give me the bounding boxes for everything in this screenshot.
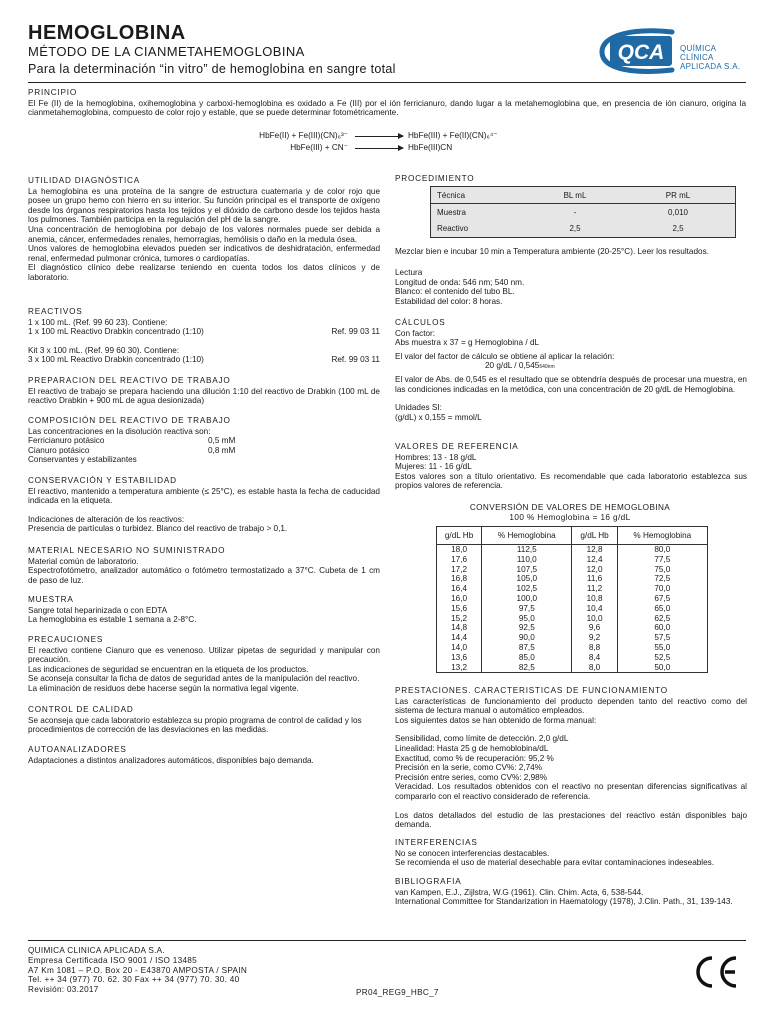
table-cell: 8,0 [572, 663, 617, 673]
section-title: REACTIVOS [28, 307, 83, 316]
paragraph: Abs muestra x 37 = g Hemoglobina / dL [395, 338, 540, 348]
paragraph: Hombres: 13 - 18 g/dL [395, 452, 477, 462]
document-purpose: Para la determinación “in vitro” de hemoglobina en sangre total [28, 62, 396, 76]
table-cell: 75,0 [617, 565, 707, 575]
equation-1-left: HbFe(II) + Fe(III)(CN)₆³⁻ [259, 131, 348, 140]
paragraph: Se recomienda el uso de material desechable para evitar contaminaciones indeseables. [395, 858, 715, 868]
table-cell: 92,5 [482, 623, 572, 633]
company-address: A7 Km 1081 – P.O. Box 20 - E43870 AMPOSTA / SPAIN [28, 965, 248, 975]
table-cell: 17,6 [437, 555, 482, 565]
paragraph: Blanco: el contenido del tubo BL. [395, 287, 515, 297]
section-prestaciones [395, 686, 747, 830]
table-header: % Hemoglobina [617, 527, 707, 545]
table-row [437, 555, 708, 565]
table-cell: 52,5 [617, 653, 707, 663]
component-value: 0,5 mM [208, 436, 236, 446]
table-cell: 82,5 [482, 663, 572, 673]
table-cell: 16,4 [437, 584, 482, 594]
paragraph: Unos valores de hemoglobina elevados pueden ser indicativos de deshidratación, enfermedad renal, enfermedad pulmonar crónica, tumores o cardiopatías. [28, 244, 380, 263]
table-cell: 14,8 [437, 623, 482, 633]
table-cell: 8,4 [572, 653, 617, 663]
component-name: Cianuro potásico [28, 445, 90, 455]
paragraph: Longitud de onda: 546 nm; 540 nm. [395, 277, 525, 287]
table-cell: 72,5 [617, 574, 707, 584]
section-preparacion [28, 376, 380, 406]
paragraph: Se aconseja que cada laboratorio establezca su propio programa de control de calidad y los procedimientos de corrección de las desviaciones en las medidas. [28, 715, 362, 735]
component-name: Ferricianuro potásico [28, 436, 105, 446]
principio-text: El Fe (II) de la hemoglobina, oxihemoglobina y carboxi-hemoglobina es oxidado a Fe (III) por el ión ferricianuro, dando lugar a la metahemoglobina que, en presencia de ión cianuro, origina la cianmetahemoglobina, compuesto de color rojo y estable, que se puede determinar fotométricamente. [28, 98, 746, 118]
table-cell: 11,6 [572, 574, 617, 584]
section-title: CÁLCULOS [395, 318, 446, 327]
section-reactivos [28, 307, 380, 365]
paragraph: Estos valores son a título orientativo. Es recomendable que cada laboratorio establezca sus propios valores de referencia. [395, 471, 747, 491]
kit-item: 3 x 100 mL Reactivo Drabkin concentrado (1:10) [28, 355, 204, 365]
table-cell: 9,6 [572, 623, 617, 633]
equation-2-right: HbFe(III)CN [408, 143, 453, 152]
table-row [437, 594, 708, 604]
table-header: Técnica [437, 190, 466, 200]
section-autoanalizadores [28, 745, 380, 765]
paragraph: Se aconseja consultar la ficha de datos de seguridad antes de la manipulación del reactivo. [28, 674, 360, 684]
equation-1-right: HbFe(III) + Fe(II)(CN)₆⁴⁻ [408, 131, 498, 140]
table-cell: 12,4 [572, 555, 617, 565]
table-cell: 62,5 [617, 614, 707, 624]
component-name: Conservantes y estabilizantes [28, 455, 137, 465]
table-header: PR mL [665, 190, 691, 200]
paragraph: Precisión entre series, como CV%: 2,98% [395, 772, 547, 782]
section-title: PRINCIPIO [28, 88, 78, 97]
section-procedimiento [395, 174, 745, 185]
paragraph: Mezclar bien e incubar 10 min a Temperatura ambiente (20-25°C). Leer los resultados. [395, 247, 709, 256]
paragraph: Estabilidad del color: 8 horas. [395, 296, 503, 306]
table-cell: 17,2 [437, 565, 482, 575]
table-cell: 2,5 [672, 223, 684, 233]
table-cell: 57,5 [617, 633, 707, 643]
table-cell: 9,2 [572, 633, 617, 643]
formula-subscript: 540nm [539, 364, 555, 371]
conversion-title: CONVERSIÓN DE VALORES DE HEMOGLOBINA [469, 503, 671, 512]
table-cell: 110,0 [482, 555, 572, 565]
section-muestra [28, 595, 380, 625]
section-calculos [395, 318, 747, 422]
table-cell: 90,0 [482, 633, 572, 643]
table-cell: 13,6 [437, 653, 482, 663]
kit-item: 1 x 100 mL Reactivo Drabkin concentrado (1:10) [28, 327, 204, 337]
section-title: PRECAUCIONES [28, 635, 104, 644]
table-cell: 10,0 [572, 614, 617, 624]
paragraph: El reactivo contiene Cianuro que es venenoso. Utilizar pipetas de seguridad y manipular con precaución. [28, 645, 380, 665]
section-bibliografia [395, 877, 747, 907]
paragraph: La hemoglobina es estable 1 semana a 2-8°C. [28, 615, 197, 625]
section-title: CONSERVACIÓN Y ESTABILIDAD [28, 476, 177, 485]
conversion-table [436, 526, 708, 673]
paragraph: Material común de laboratorio. [28, 556, 139, 566]
table-cell: 60,0 [617, 623, 707, 633]
certification: Empresa Certificada ISO 9001 / ISO 13485 [28, 955, 198, 965]
paragraph: Precisión en la serie, como CV%: 2,74% [395, 763, 542, 773]
paragraph: Los siguientes datos se han obtenido de forma manual: [395, 715, 597, 725]
paragraph: Las características de funcionamiento del producto dependen tanto del reactivo como del sistema de lectura manual o automático empleados. [395, 696, 747, 716]
table-cell: 12,0 [572, 565, 617, 575]
table-cell: 16,0 [437, 594, 482, 604]
paragraph: Presencia de partículas o turbidez. Blanco del reactivo de trabajo > 0,1. [28, 524, 288, 534]
paragraph: Con factor: [395, 328, 436, 338]
table-header: % Hemoglobina [482, 527, 572, 545]
table-row [437, 623, 708, 633]
table-cell: 50,0 [617, 663, 707, 673]
paragraph: (g/dL) x 0,155 = mmol/L [395, 412, 482, 422]
revision-date: Revisión: 03.2017 [28, 985, 99, 995]
paragraph: Sensibilidad, como límite de detección. 2,0 g/dL [395, 734, 569, 744]
table-cell: 18,0 [437, 545, 482, 555]
section-control-calidad [28, 705, 380, 735]
paragraph: Linealidad: Hasta 25 g de hemoblobina/dL [395, 743, 549, 753]
paragraph: Espectrofotómetro, analizador automático o fotómetro termostatizado a 37°C. Cubeta de 1 cm de paso de luz. [28, 566, 380, 585]
paragraph: Los datos detallados del estudio de las prestaciones del reactivo están disponibles bajo demanda. [395, 810, 747, 830]
footer-divider [28, 940, 746, 941]
table-cell: 8,8 [572, 643, 617, 653]
section-lectura [395, 268, 747, 306]
section-material [28, 546, 380, 585]
paragraph: Adaptaciones a distintos analizadores automáticos, disponibles bajo demanda. [28, 755, 314, 765]
table-cell: 85,0 [482, 653, 572, 663]
table-cell: 15,6 [437, 604, 482, 614]
section-utilidad [28, 176, 380, 283]
conversion-subtitle: 100 % Hemoglobina = 16 g/dL [509, 513, 631, 522]
table-cell: 15,2 [437, 614, 482, 624]
arrow-icon [355, 148, 403, 149]
company-logo [596, 26, 746, 76]
document-title: HEMOGLOBINA [28, 22, 186, 44]
table-cell: 14,4 [437, 633, 482, 643]
table-cell: Reactivo [437, 223, 469, 233]
table-cell: 100,0 [482, 594, 572, 604]
section-title: MATERIAL NECESARIO NO SUMINISTRADO [28, 546, 226, 555]
kit-ref: Ref. 99 03 11 [331, 355, 380, 365]
table-cell: 112,5 [482, 545, 572, 555]
table-row [437, 653, 708, 663]
table-cell: 77,5 [617, 555, 707, 565]
paragraph: El reactivo, mantenido a temperatura ambiente (≤ 25°C), es estable hasta la fecha de caducidad indicada en la etiqueta. [28, 486, 380, 506]
table-row [437, 604, 708, 614]
table-cell: 87,5 [482, 643, 572, 653]
table-cell: 55,0 [617, 643, 707, 653]
procedure-note [395, 247, 747, 257]
ce-mark-icon [690, 952, 742, 992]
table-row [437, 545, 708, 555]
section-interferencias [395, 838, 747, 868]
table-header-row [431, 187, 735, 204]
arrow-icon [355, 136, 403, 137]
logo-company-name: QUÍMICA CLÍNICA APLICADA S.A. [680, 44, 741, 71]
section-title: INTERFERENCIAS [395, 838, 478, 847]
table-row [437, 663, 708, 673]
table-cell: 16,8 [437, 574, 482, 584]
equation-2-left: HbFe(III) + CN⁻ [290, 143, 348, 152]
table-cell: 80,0 [617, 545, 707, 555]
conversion-heading [400, 503, 740, 523]
table-row [431, 204, 735, 220]
table-row [437, 565, 708, 575]
paragraph: Sangre total heparinizada o con EDTA [28, 605, 168, 615]
table-header-row [437, 527, 708, 545]
table-row [431, 220, 735, 236]
table-cell: 107,5 [482, 565, 572, 575]
procedure-table [430, 186, 736, 238]
table-header: g/dL Hb [572, 527, 617, 545]
paragraph: La hemoglobina es una proteína de la sangre de estructura cuaternaria y de color rojo que posee un grupo hemo con hierro en su interior. Su función principal es el transporte de oxígeno desde los órganos respiratorios hasta los tejidos y el dióxido de carbono desde los tejidos hasta los pulmones. También participa en la regulación del pH de la sangre. [28, 186, 380, 225]
section-composicion [28, 416, 380, 465]
section-title: MUESTRA [28, 595, 74, 604]
section-title: UTILIDAD DIAGNÓSTICA [28, 176, 140, 185]
paragraph: No se conocen interferencias destacables. [395, 848, 550, 858]
company-name: QUIMICA CLINICA APLICADA S.A. [28, 946, 166, 955]
paragraph: El reactivo de trabajo se prepara haciendo una dilución 1:10 del reactivo de Drabkin (100 mL de reactivo Drabkin + 900 mL de agua desionizada) [28, 386, 380, 406]
kit-line: 1 x 100 mL. (Ref. 99 60 23). Contiene: [28, 317, 168, 327]
section-title: AUTOANALIZADORES [28, 745, 127, 754]
paragraph: Unidades SI: [395, 403, 442, 413]
section-title: CONTROL DE CALIDAD [28, 705, 134, 714]
table-cell: 0,010 [667, 207, 689, 217]
footer-company-info [28, 946, 247, 995]
table-cell: 14,0 [437, 643, 482, 653]
section-title: PROCEDIMIENTO [395, 174, 475, 183]
table-cell: 10,8 [572, 594, 617, 604]
table-cell: 12,8 [572, 545, 617, 555]
section-title: PRESTACIONES. CARACTERISTICAS DE FUNCIONAMIENTO [395, 686, 668, 695]
table-cell: 102,5 [482, 584, 572, 594]
component-value: 0,8 mM [208, 445, 236, 455]
section-title: COMPOSICIÓN DEL REACTIVO DE TRABAJO [28, 416, 231, 425]
table-cell: 10,4 [572, 604, 617, 614]
table-cell: 2,5 [569, 223, 581, 233]
table-row [437, 584, 708, 594]
table-cell: 97,5 [482, 604, 572, 614]
calculation-formula: 20 g/dL / 0,545 [485, 361, 540, 371]
company-phone: Tel. ++ 34 (977) 70. 62. 30 Fax ++ 34 (977) 70. 30. 40 [28, 975, 240, 985]
reference-item: van Kampen, E.J., Zijlstra, W.G (1961). Clin. Chim. Acta, 6, 538-544. [395, 887, 644, 897]
paragraph: Las concentraciones en la disolución reactiva son: [28, 426, 211, 436]
document-subtitle: MÉTODO DE LA CIANMETAHEMOGLOBINA [28, 44, 305, 59]
paragraph: El valor del factor de cálculo se obtiene al aplicar la relación: [395, 351, 615, 361]
table-cell: 105,0 [482, 574, 572, 584]
table-cell: Muestra [437, 207, 466, 217]
table-row [437, 643, 708, 653]
section-principio [28, 88, 746, 118]
table-cell: 70,0 [617, 584, 707, 594]
table-cell: 65,0 [617, 604, 707, 614]
paragraph: Veracidad. Los resultados obtenidos con el reactivo no presentan diferencias significativas al compararlo con el reactivo considerado de referencia. [395, 782, 747, 801]
paragraph: El valor de Abs. de 0,545 es el resultado que se obtendría después de procesar una muestra, en las condiciones indicadas en la metódica, con una concentración de 20 g/dL de Hemoglobina. [395, 374, 747, 394]
document-code: PR04_REG9_HBC_7 [356, 988, 439, 997]
paragraph: Las indicaciones de seguridad se encuentran en la etiqueta de los productos. [28, 664, 309, 674]
paragraph: Exactitud, como % de recuperación: 95,2 % [395, 753, 554, 763]
table-row [437, 633, 708, 643]
kit-line: Kit 3 x 100 mL. (Ref. 99 60 30). Contiene: [28, 345, 180, 355]
table-cell: 95,0 [482, 614, 572, 624]
table-cell: - [573, 207, 577, 217]
table-header: BL mL [563, 190, 587, 200]
paragraph: La eliminación de residuos debe hacerse según la normativa legal vigente. [28, 683, 299, 693]
paragraph: Mujeres: 11 - 16 g/dL [395, 462, 472, 472]
section-precauciones [28, 635, 380, 694]
paragraph: Indicaciones de alteración de los reactivos: [28, 514, 185, 524]
paragraph: Una concentración de hemoglobina por debajo de los valores normales puede ser debida a anemia, cáncer, enfermedades renales, hemorragias, hemólisis o daño en la medula ósea. [28, 224, 380, 244]
section-valores-referencia [395, 442, 747, 491]
logo-letters: QCA [617, 41, 665, 64]
paragraph: El diagnóstico clínico debe realizarse teniendo en cuenta todos los datos clínicos y de laboratorio. [28, 263, 380, 282]
section-conservacion [28, 476, 380, 534]
header-divider [28, 82, 746, 83]
table-cell: 13,2 [437, 663, 482, 673]
table-header: g/dL Hb [437, 527, 482, 545]
section-title: BIBLIOGRAFIA [395, 877, 462, 886]
table-cell: 11,2 [572, 584, 617, 594]
table-cell: 67,5 [617, 594, 707, 604]
section-title: VALORES DE REFERENCIA [395, 442, 519, 451]
reference-item: International Committee for Standarization in Haematology (1978), J.Clin. Path., 31, 139-143. [395, 897, 733, 907]
table-row [437, 614, 708, 624]
kit-ref: Ref. 99 03 11 [331, 327, 380, 337]
section-title: PREPARACION DEL REACTIVO DE TRABAJO [28, 376, 231, 385]
table-row [437, 574, 708, 584]
section-title: Lectura [395, 268, 423, 277]
